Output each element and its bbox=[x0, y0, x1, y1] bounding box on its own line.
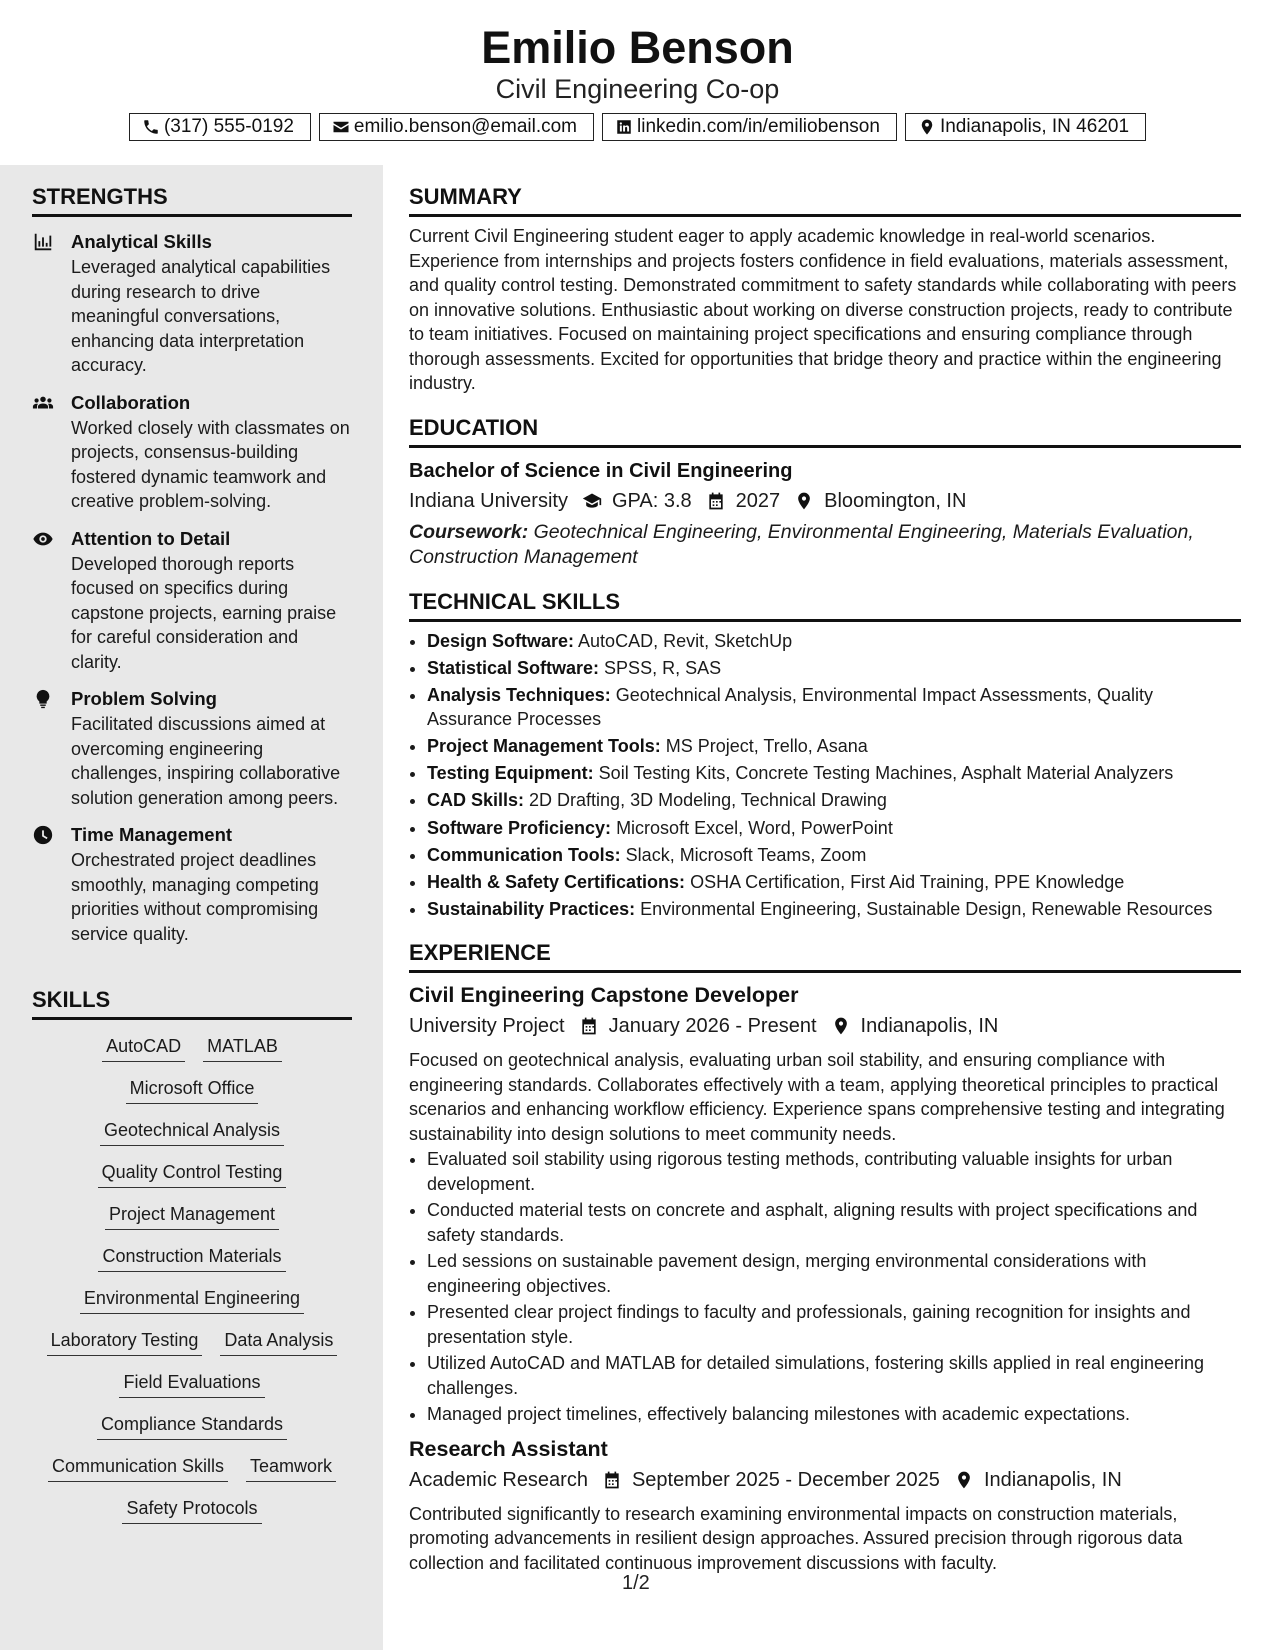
job-dates: September 2025 - December 2025 bbox=[631, 1468, 940, 1491]
strength-title: Analytical Skills bbox=[71, 231, 212, 252]
skill-values: Slack, Microsoft Teams, Zoom bbox=[620, 844, 867, 865]
skill-tag: Project Management bbox=[105, 1201, 279, 1230]
list-item bbox=[427, 761, 1241, 786]
strength-title: Time Management bbox=[71, 824, 233, 845]
graduation-cap-icon bbox=[582, 491, 602, 511]
experience-section bbox=[409, 938, 1241, 1575]
strengths-heading: STRENGTHS bbox=[32, 182, 352, 217]
school-location: Bloomington, IN bbox=[824, 489, 967, 512]
skill-values: 2D Drafting, 3D Modeling, Technical Drawing bbox=[524, 790, 887, 811]
users-icon bbox=[32, 392, 54, 414]
skill-tag: Environmental Engineering bbox=[80, 1285, 304, 1314]
list-item: • Led sessions on sustainable pavement design, merging environmental considerations with engineering objectives. bbox=[427, 1249, 1241, 1298]
main-content bbox=[409, 165, 1241, 1575]
list-item bbox=[427, 629, 1241, 654]
gpa: GPA: 3.8 bbox=[611, 489, 692, 512]
strength-description: Leveraged analytical capabilities during research to drive meaningful conversations, enhancing data interpretation accuracy. bbox=[71, 257, 331, 375]
strength-title: Attention to Detail bbox=[71, 527, 231, 549]
list-item: • Utilized AutoCAD and MATLAB for detailed simulations, fostering skills applied in real engineering challenges. bbox=[427, 1351, 1241, 1400]
contact-email[interactable] bbox=[319, 113, 594, 141]
skill-category: Sustainability Practices: bbox=[427, 898, 636, 919]
graduation-year: 2027 bbox=[735, 489, 781, 512]
strength-description: Facilitated discussions aimed at overcoming engineering challenges, inspiring collaborative solution generation among peers. bbox=[71, 714, 341, 808]
strength-title: Problem Solving bbox=[71, 688, 217, 709]
strength-item bbox=[32, 526, 352, 675]
skill-category: Software Proficiency: bbox=[427, 817, 612, 838]
skill-tag: Microsoft Office bbox=[126, 1075, 259, 1104]
skill-tag: Compliance Standards bbox=[97, 1411, 287, 1440]
contact-phone[interactable] bbox=[129, 113, 311, 141]
calendar-icon bbox=[579, 1016, 599, 1036]
education-heading: EDUCATION bbox=[409, 413, 1241, 448]
list-item bbox=[427, 870, 1241, 895]
technical-skills-heading: TECHNICAL SKILLS bbox=[409, 587, 1241, 622]
skill-values: AutoCAD, Revit, SketchUp bbox=[574, 630, 793, 651]
list-item bbox=[427, 656, 1241, 681]
linkedin-icon bbox=[615, 118, 633, 136]
skill-values: Microsoft Excel, Word, PowerPoint bbox=[611, 817, 893, 838]
coursework-list: Geotechnical Engineering, Environmental Engineering, Materials Evaluation, Construction Management bbox=[409, 520, 1194, 568]
skill-tag: AutoCAD bbox=[102, 1033, 185, 1062]
skill-tag: Field Evaluations bbox=[119, 1369, 264, 1398]
sidebar bbox=[0, 165, 383, 1650]
list-item bbox=[427, 683, 1241, 732]
strength-item bbox=[32, 686, 352, 810]
coursework-label: Coursework: bbox=[409, 520, 529, 543]
job-summary: Focused on geotechnical analysis, evaluating urban soil stability, and ensuring compliance with engineering standards. Collaborates effectively with a team, applying theoretical principles to practical scenarios and enhancing workflow efficiency. Experience spans comprehensive testing and integrating sustainability into design solutions to meet community needs. bbox=[409, 1050, 1225, 1144]
phone-icon bbox=[142, 118, 160, 136]
list-item: • Presented clear project findings to faculty and professionals, gaining recognition for insights and presentation style. bbox=[427, 1300, 1241, 1349]
job-bullets bbox=[409, 1147, 1241, 1427]
skill-values: Soil Testing Kits, Concrete Testing Machines, Asphalt Material Analyzers bbox=[593, 763, 1174, 784]
summary-section bbox=[409, 182, 1241, 396]
skill-tag: Quality Control Testing bbox=[98, 1159, 287, 1188]
coursework bbox=[409, 520, 1241, 570]
candidate-name: Emilio Benson bbox=[481, 22, 794, 73]
contact-bar bbox=[0, 113, 1275, 141]
experience-heading: EXPERIENCE bbox=[409, 938, 1241, 973]
list-item bbox=[427, 843, 1241, 868]
list-item: • Evaluated soil stability using rigorous testing methods, contributing valuable insights for urban development. bbox=[427, 1147, 1241, 1196]
candidate-role: Civil Engineering Co-op bbox=[495, 74, 780, 104]
location-pin-icon bbox=[954, 1470, 974, 1490]
job-organization: Academic Research bbox=[409, 1468, 588, 1491]
strength-description: Worked closely with classmates on projects, consensus-building fostered dynamic teamwork and creative problem-solving. bbox=[71, 417, 350, 511]
calendar-icon bbox=[602, 1470, 622, 1490]
calendar-icon bbox=[706, 491, 726, 511]
education-section bbox=[409, 413, 1241, 570]
contact-location bbox=[905, 113, 1146, 141]
contact-linkedin[interactable] bbox=[602, 113, 897, 141]
job-location: Indianapolis, IN bbox=[860, 1015, 999, 1038]
school-name: Indiana University bbox=[409, 489, 568, 512]
list-item bbox=[427, 734, 1241, 759]
list-item bbox=[427, 788, 1241, 813]
skill-category: Design Software: bbox=[427, 630, 575, 651]
job-dates: January 2026 - Present bbox=[608, 1015, 817, 1038]
skill-category: Analysis Techniques: bbox=[427, 684, 611, 705]
skill-values: MS Project, Trello, Asana bbox=[660, 736, 868, 757]
summary-text: Current Civil Engineering student eager to apply academic knowledge in real-world scenarios. Experience from internships and projects fosters confidence in field evaluations, materials assessment, and quality control testing. Demonstrated commitment to safety standards while collaborating with peers on innovative solutions. Enthusiastic about working on diverse construction projects, ready to contribute to team initiatives. Focused on maintaining project specifications and ensuring compliance through thorough assessments. Excited for opportunities that bridge theory and practice within the engineering industry. bbox=[409, 226, 1237, 393]
list-item bbox=[427, 816, 1241, 841]
strength-item bbox=[32, 390, 352, 514]
skill-tag: MATLAB bbox=[203, 1033, 282, 1062]
job-location: Indianapolis, IN bbox=[983, 1468, 1122, 1491]
strength-item bbox=[32, 822, 352, 946]
list-item: • Conducted material tests on concrete and asphalt, aligning results with project specifications and safety standards. bbox=[427, 1198, 1241, 1247]
education-meta bbox=[409, 486, 1241, 516]
clock-icon bbox=[32, 824, 54, 846]
eye-icon bbox=[32, 528, 54, 550]
envelope-icon bbox=[332, 118, 350, 136]
location-pin-icon bbox=[831, 1016, 851, 1036]
bar-chart-icon bbox=[32, 231, 54, 253]
job-meta bbox=[409, 1465, 1241, 1495]
skill-values: OSHA Certification, First Aid Training, PPE Knowledge bbox=[685, 871, 1125, 892]
skill-category: Communication Tools: bbox=[427, 844, 621, 865]
skill-tag: Data Analysis bbox=[220, 1327, 337, 1356]
contact-location-text: Indianapolis, IN 46201 bbox=[939, 116, 1130, 137]
skill-category: Project Management Tools: bbox=[427, 736, 661, 757]
contact-phone-text: (317) 555-0192 bbox=[163, 116, 294, 137]
skill-tag: Teamwork bbox=[246, 1453, 336, 1482]
skill-values: SPSS, R, SAS bbox=[599, 657, 722, 678]
skill-category: Testing Equipment: bbox=[427, 763, 594, 784]
strength-description: Orchestrated project deadlines smoothly, managing competing priorities without compromising service quality. bbox=[71, 850, 319, 944]
job-entry bbox=[409, 1434, 1241, 1576]
skill-tag: Communication Skills bbox=[48, 1453, 228, 1482]
skills-list bbox=[32, 1033, 352, 1524]
strength-title: Collaboration bbox=[71, 391, 191, 413]
job-meta bbox=[409, 1011, 1241, 1041]
contact-linkedin-text: linkedin.com/in/emiliobenson bbox=[637, 116, 880, 137]
degree-title: Bachelor of Science in Civil Engineering bbox=[409, 459, 793, 482]
skill-category: Health & Safety Certifications: bbox=[427, 871, 686, 892]
skill-category: CAD Skills: bbox=[427, 790, 525, 811]
location-pin-icon bbox=[918, 118, 936, 136]
strength-description: Developed thorough reports focused on specifics during capstone projects, earning praise for careful consideration and clarity. bbox=[71, 553, 337, 672]
job-entry bbox=[409, 980, 1241, 1427]
location-pin-icon bbox=[794, 491, 814, 511]
job-summary: Contributed significantly to research examining environmental impacts on construction materials, promoting advancements in resilient design approaches. Assured precision through rigorous data collection and facilitated continuous improvement discussions with faculty. bbox=[409, 1503, 1183, 1573]
summary-heading: SUMMARY bbox=[409, 182, 1241, 217]
skill-values: Environmental Engineering, Sustainable Design, Renewable Resources bbox=[635, 898, 1213, 919]
technical-skills-list bbox=[409, 629, 1241, 922]
contact-email-text: emilio.benson@email.com bbox=[353, 116, 578, 137]
strength-item bbox=[32, 229, 352, 378]
job-title: Civil Engineering Capstone Developer bbox=[409, 983, 799, 1008]
job-organization: University Project bbox=[409, 1015, 565, 1038]
skill-tag: Geotechnical Analysis bbox=[100, 1117, 284, 1146]
skill-tag: Laboratory Testing bbox=[47, 1327, 203, 1356]
skill-values: Geotechnical Analysis, Environmental Impact Assessments, Quality Assurance Processes bbox=[427, 684, 1153, 730]
skill-category: Statistical Software: bbox=[427, 657, 600, 678]
strengths-section bbox=[32, 165, 352, 946]
page-number: 1/2 bbox=[622, 1572, 650, 1594]
skill-tag: Safety Protocols bbox=[122, 1495, 261, 1524]
skill-tag: Construction Materials bbox=[98, 1243, 285, 1272]
lightbulb-icon bbox=[32, 688, 54, 710]
job-title: Research Assistant bbox=[409, 1436, 608, 1461]
list-item: • Managed project timelines, effectively balancing milestones with academic expectations. bbox=[427, 1402, 1241, 1427]
list-item bbox=[427, 897, 1241, 922]
resume-header bbox=[0, 0, 1275, 160]
technical-skills-section bbox=[409, 587, 1241, 922]
skills-heading: SKILLS bbox=[32, 985, 352, 1020]
